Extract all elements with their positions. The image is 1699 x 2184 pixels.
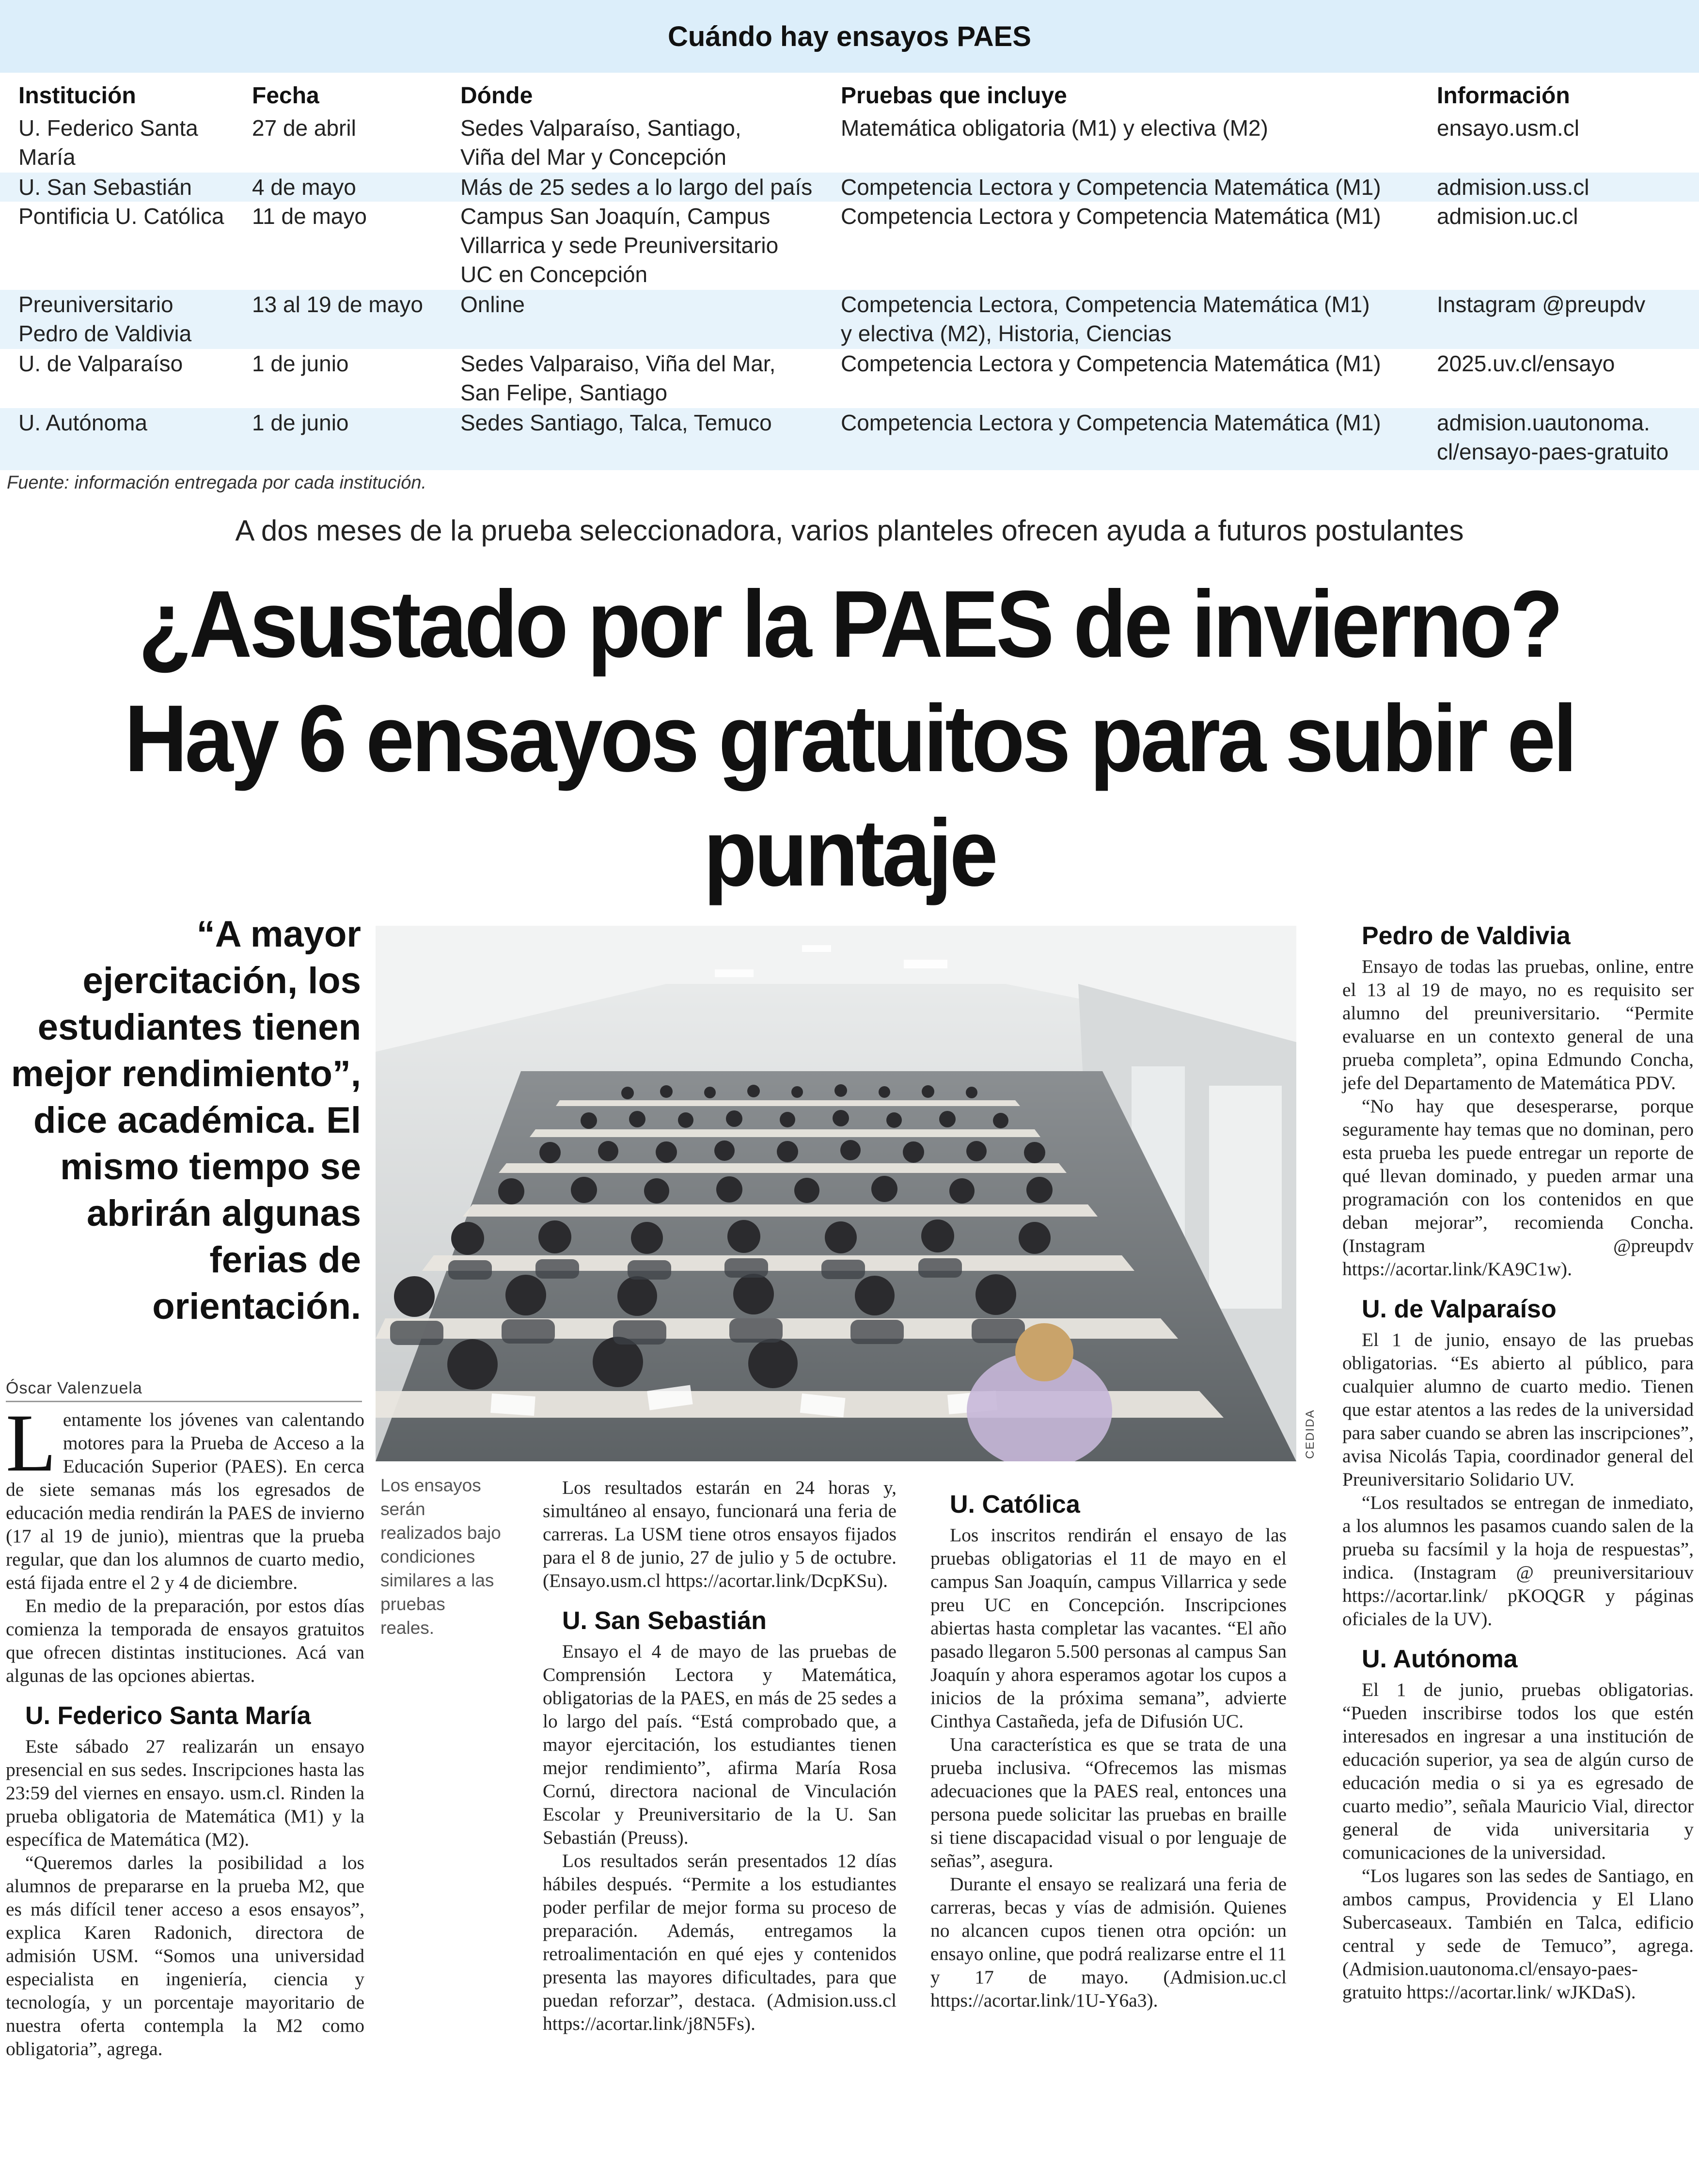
table-row <box>0 113 1699 173</box>
uss-paragraph-1: Ensayo el 4 de mayo de las pruebas de Comprensión Lectora y Matemática, obligatorias de la PAES, en más de 25 sedes a lo largo del país. “Está comprobado que, a mayor ejercitación, los estudiantes tienen mejor rendimiento”, afirma María Rosa Cornú, directora nacional de Vinculación Escolar y Preuniversitario de la U. San Sebastián (Preuss). <box>543 1641 897 1848</box>
article-column-3 <box>930 1476 1287 2012</box>
cell-pruebas: Competencia Lectora y Competencia Matemática (M1) <box>841 410 1381 435</box>
usm-paragraph-1: Este sábado 27 realizarán un ensayo presencial en sus sedes. Inscripciones hasta las 23:59 del viernes en ensayo. usm.cl. Rinden la prueba obligatoria de Matemática (M1) y la específica de Matemática (M2). <box>6 1736 364 1850</box>
cell-institucion: U. San Sebastián <box>18 174 192 200</box>
cell-pruebas: Competencia Lectora y Competencia Matemática (M1) <box>841 174 1381 200</box>
table-row <box>0 173 1699 202</box>
uss-paragraph-2: Los resultados serán presentados 12 días hábiles después. “Permite a los estudiantes poder perfilar de mejor forma su proceso de preparación. Además, entregamos la retroalimentación en qué ejes y contenidos presenta las mayores dificultades, para que puedan reforzar”, destaca. (Admision.uss.cl https://acortar.link/j8N5Fs). <box>543 1850 897 2034</box>
cell-donde: Más de 25 sedes a lo largo del país <box>460 174 813 200</box>
cell-donde: Campus San Joaquín, Campus Villarrica y sede Preuniversitario UC en Concepción <box>460 204 779 287</box>
cell-fecha: 13 al 19 de mayo <box>252 292 423 317</box>
cell-fecha: 4 de mayo <box>252 174 356 200</box>
cell-institucion: Preuniversitario Pedro de Valdivia <box>18 292 192 346</box>
cell-donde: Sedes Valparaiso, Viña del Mar, San Felipe, Santiago <box>460 351 776 405</box>
exam-hall-illustration <box>376 926 1296 1461</box>
article-headline: ¿Asustado por la PAES de invierno? Hay 6 ensayos gratuitos para subir el puntaje <box>124 571 1575 906</box>
photo-credit <box>1304 1401 1323 1464</box>
section-heading-uv: U. de Valparaíso <box>1362 1295 1557 1323</box>
section-heading-pdv: Pedro de Valdivia <box>1362 922 1571 950</box>
article-column-1 <box>6 1397 364 2060</box>
table-source-note: Fuente: información entregada por cada institución. <box>7 473 427 493</box>
usm-paragraph-2: “Queremos darles la posibilidad a los alumnos de prepararse en la prueba M2, que es más difícil tener acceso a esos ensayos”, explica Karen Radonich, directora de admisión USM. “Somos una universidad especialista en ingeniería, ciencia y tecnología, y un porcentaje mayoritario de nuestra oferta contempla la M2 como obligatoria”, agrega. <box>6 1852 364 2059</box>
pdv-paragraph-1: Ensayo de todas las pruebas, online, entre el 13 al 19 de mayo, no es requisito ser alumno del preuniversitario. “Permite evaluarse en un contexto general de una prueba completa”, opina Edmundo Concha, jefe del Departamento de Matemática PDV. <box>1342 956 1694 1093</box>
uv-paragraph-2: “Los resultados se entregan de inmediato, a los alumnos les pasamos cuando salen de la prueba su facsímil y la hoja de respuestas”, indica. (Instagram @ preuniversitariouv https://acortar.link/ pKOQGR y páginas oficiales de la UV). <box>1342 1492 1694 1630</box>
cell-fecha: 1 de junio <box>252 351 349 376</box>
uc-paragraph-1: Los inscritos rendirán el ensayo de las pruebas obligatorias el 11 de mayo en el campus San Joaquín, campus Villarrica y sede preu UC en Concepción. Inscripciones abiertas hasta completar las vacantes. “El año pasado llegaron 5.500 personas al campus San Joaquín y ahora esperamos agotar los cupos a inicios de la próxima semana”, advierte Cinthya Castañeda, jefa de Difusión UC. <box>930 1524 1287 1732</box>
cell-institucion: U. de Valparaíso <box>18 351 183 376</box>
cell-informacion: Instagram @preupdv <box>1437 292 1646 317</box>
cell-donde: Sedes Santiago, Talca, Temuco <box>460 410 772 435</box>
section-heading-uc: U. Católica <box>950 1490 1080 1519</box>
cell-institucion: U. Federico Santa María <box>18 115 198 170</box>
usm-paragraph-3: Los resultados estarán en 24 horas y, simultáneo al ensayo, funcionará una feria de carreras. La USM tiene otros ensayos fijados para el 8 de junio, 27 de julio y 5 de octubre. (Ensayo.usm.cl https://acortar.link/DcpKSu). <box>543 1477 897 1591</box>
table-row <box>0 202 1699 290</box>
cell-pruebas: Competencia Lectora y Competencia Matemática (M1) <box>841 204 1381 229</box>
cell-institucion: U. Autónoma <box>18 410 147 435</box>
cell-pruebas: Matemática obligatoria (M1) y electiva (M2) <box>841 115 1268 141</box>
section-heading-usm: U. Federico Santa María <box>25 1702 311 1730</box>
section-heading-uss: U. San Sebastián <box>562 1607 767 1635</box>
article-kicker: A dos meses de la prueba seleccionadora, varios planteles ofrecen ayuda a futuros postulantes <box>235 514 1464 547</box>
header-informacion: Información <box>1437 83 1570 109</box>
ua-paragraph-1: El 1 de junio, pruebas obligatorias. “Pueden inscribirse todos los que estén interesados en ingresar a una institución de educación superior, ya sea de algún curso de educación media o si ya es egresado de cuarto medio”, señala Mauricio Vial, director general de vida universitaria y comunicaciones de la universidad. <box>1342 1679 1694 1863</box>
cell-fecha: 11 de mayo <box>252 204 367 229</box>
section-heading-ua: U. Autónoma <box>1362 1645 1518 1673</box>
header-donde: Dónde <box>460 83 533 109</box>
cell-fecha: 27 de abril <box>252 115 356 141</box>
photo-caption: Los ensayos serán realizados bajo condiciones similares a las pruebas reales. <box>380 1475 501 1638</box>
cell-donde: Sedes Valparaíso, Santiago, Viña del Mar y Concepción <box>460 115 741 170</box>
header-pruebas: Pruebas que incluye <box>841 83 1067 109</box>
cell-informacion: admision.uc.cl <box>1437 204 1578 229</box>
cell-informacion: 2025.uv.cl/ensayo <box>1437 351 1615 376</box>
intro-paragraph-2: En medio de la preparación, por estos días comienza la temporada de ensayos gratuitos que ofrecen distintas instituciones. Acá van algunas de las opciones abiertas. <box>6 1595 364 1686</box>
cell-informacion: ensayo.usm.cl <box>1437 115 1580 141</box>
header-institucion: Institución <box>18 83 136 109</box>
cell-informacion: admision.uautonoma. cl/ensayo-paes-gratuito <box>1437 410 1669 464</box>
pdv-paragraph-2: “No hay que desesperarse, porque seguramente hay temas que no dominan, pero esta prueba les puede entregar un reporte de qué llevan dominado, y pueden armar una programación con los contenidos en que deban mejorar”, recomienda Concha. (Instagram @preupdv https://acortar.link/KA9C1w). <box>1342 1095 1694 1280</box>
uc-paragraph-3: Durante el ensayo se realizará una feria de carreras, becas y vías de admisión. Quienes no alcancen cupos tienen otra opción: un ensayo online, que podrá realizarse entre el 11 y 17 de mayo. (Admision.uc.cl https://acortar.link/1U-Y6a3). <box>930 1873 1287 2011</box>
cell-informacion: admision.uss.cl <box>1437 174 1589 200</box>
photo-credit-text: CEDIDA <box>1304 1409 1317 1459</box>
article-column-4 <box>1342 921 1694 2004</box>
cell-pruebas: Competencia Lectora, Competencia Matemática (M1) y electiva (M2), Historia, Ciencias <box>841 292 1370 346</box>
pull-quote: “A mayor ejercitación, los estudiantes tienen mejor rendimiento”, dice académica. El mismo tiempo se abrirán algunas ferias de orientación. <box>11 914 361 1327</box>
intro-paragraph <box>6 1397 364 1594</box>
drop-cap: L <box>6 1397 56 1488</box>
cell-pruebas: Competencia Lectora y Competencia Matemática (M1) <box>841 351 1381 376</box>
article-column-2 <box>543 1476 897 2035</box>
table-header-row <box>0 81 1699 113</box>
exam-hall-photo <box>376 926 1296 1461</box>
ua-paragraph-2: “Los lugares son las sedes de Santiago, en ambos campus, Providencia y El Llano Subercaseaux. También en Talca, edificio central y sede de Temuco”, agrega. (Admision.uautonoma.cl/ensayo-paes-gratuito https://acortar.link/ wJKDaS). <box>1342 1865 1694 2003</box>
header-fecha: Fecha <box>252 83 319 109</box>
byline: Óscar Valenzuela <box>6 1379 362 1402</box>
intro-text: entamente los jóvenes van calentando motores para la Prueba de Acceso a la Educación Superior (PAES). En cerca de siete semanas más los egresados de educación media rendirán la PAES de invierno (17 al 19 de junio), mientras que la prueba regular, que dan los alumnos de cuarto medio, está fijada entre el 2 y 4 de diciembre. <box>6 1409 364 1593</box>
paes-schedule-table <box>0 0 1699 477</box>
cell-institucion: Pontificia U. Católica <box>18 204 224 229</box>
table-row <box>0 290 1699 349</box>
cell-fecha: 1 de junio <box>252 410 349 435</box>
table-row <box>0 408 1699 470</box>
table-title: Cuándo hay ensayos PAES <box>0 0 1699 73</box>
table-row <box>0 349 1699 408</box>
uv-paragraph-1: El 1 de junio, ensayo de las pruebas obligatorias. “Es abierto al público, para cualquier alumno de cuarto medio. Tienen que estar atentos a las redes de la universidad para saber cuando se abren las inscripciones”, avisa Nicolás Tapia, coordinador general del Preuniversitario Solidario UV. <box>1342 1329 1694 1490</box>
uc-paragraph-2: Una característica es que se trata de una prueba inclusiva. “Ofrecemos las mismas adecuaciones que la PAES real, entonces una persona puede solicitar las pruebas en braille si tiene discapacidad visual o por lenguaje de señas”, asegura. <box>930 1734 1287 1871</box>
cell-donde: Online <box>460 292 525 317</box>
